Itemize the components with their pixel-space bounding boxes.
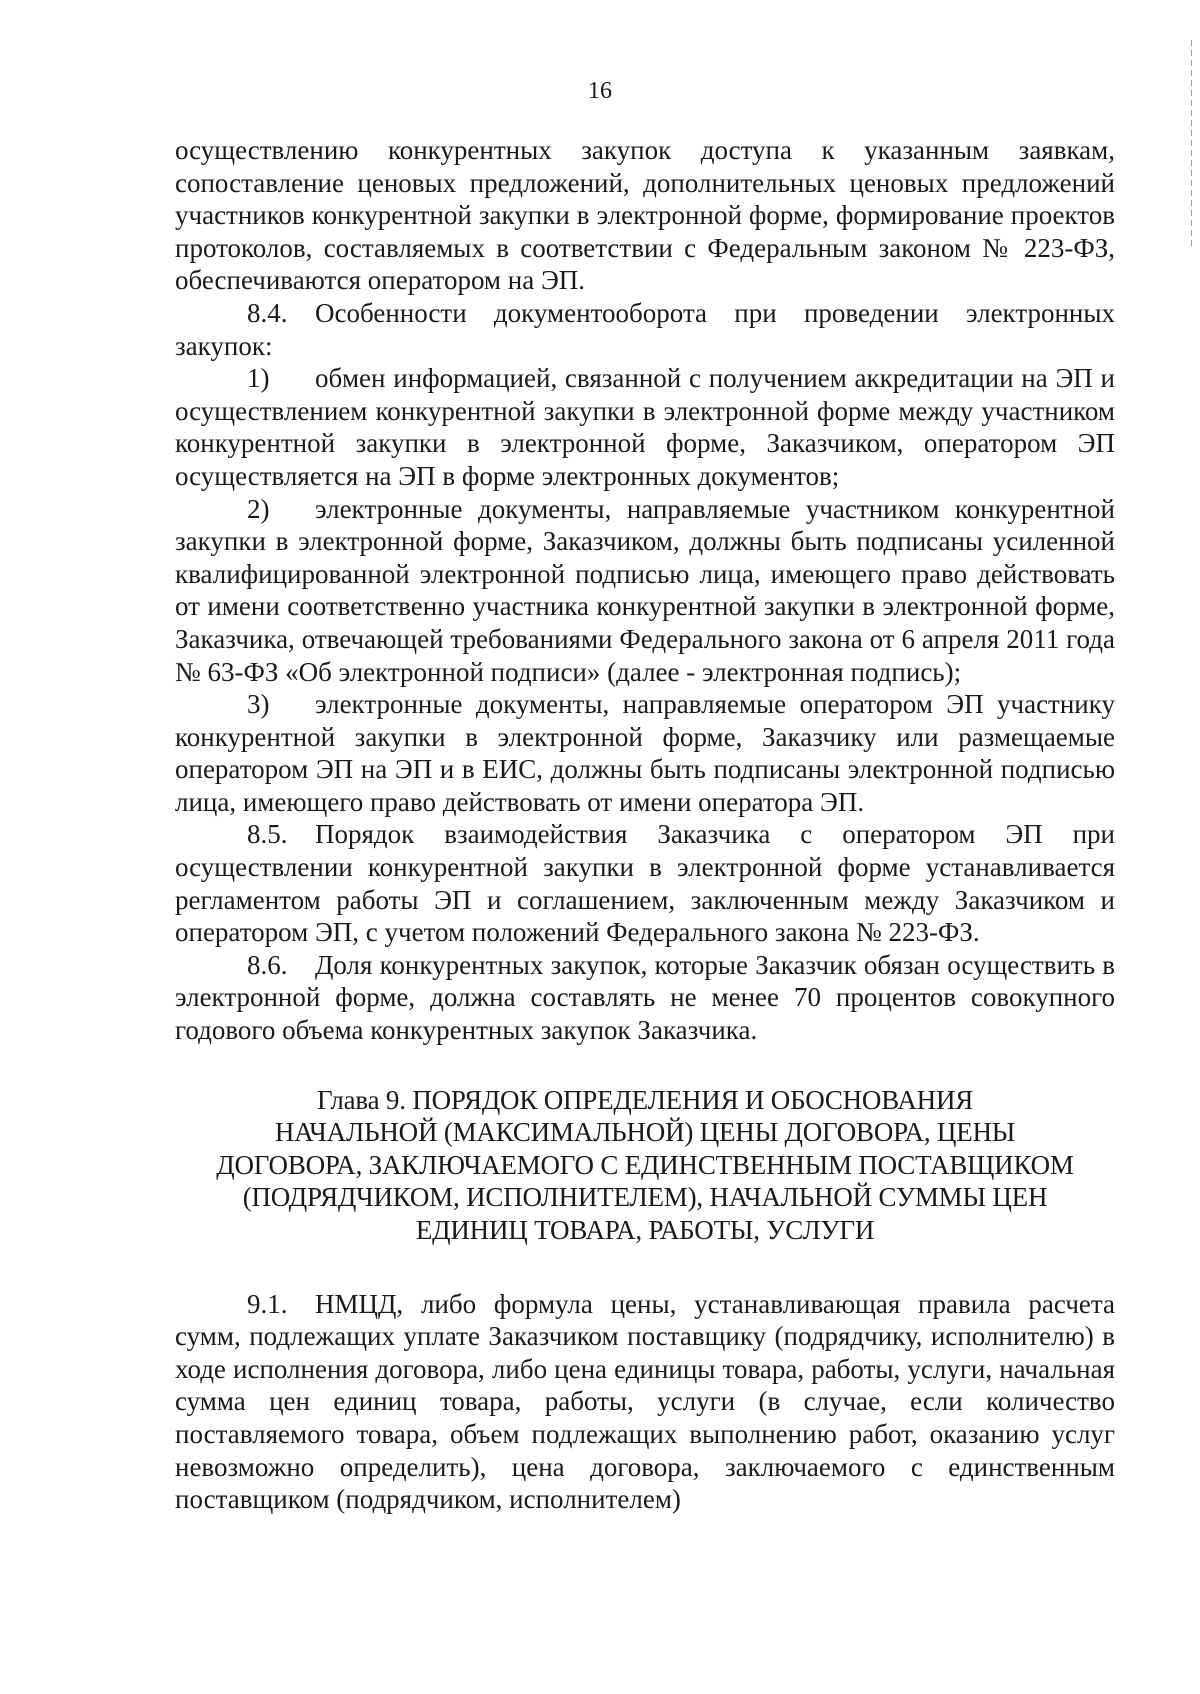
clause-8-5: [175, 818, 1115, 948]
clause-number: 3): [247, 689, 270, 720]
clause-9-1: [175, 1288, 1115, 1516]
clause-text: Доля конкурентных закупок, которые Заказчик обязан осуществить в электронной форме, должна составлять не менее 70 процентов совокупного годового объема конкурентных закупок Заказчика.: [175, 949, 1115, 1046]
clause-text: электронные документы, направляемые оператором ЭП участнику конкурентной закупки в электронной форме, Заказчику или размещаемые оператором ЭП на ЭП и в ЕИС, должны быть подписаны электронной подписью лица, имеющего право действовать от имени оператора ЭП.: [175, 689, 1115, 817]
scan-edge-mark: [1191, 40, 1192, 250]
clause-text: Порядок взаимодействия Заказчика с оператором ЭП при осуществлении конкурентной закупки в электронной форме устанавливается регламентом работы ЭП и соглашением, заключенным между Заказчиком и оператором ЭП, с учетом положений Федерального закона № 223-ФЗ.: [175, 819, 1115, 948]
clause-number: 1): [247, 363, 270, 394]
heading-line: Глава 9. ПОРЯДОК ОПРЕДЕЛЕНИЯ И ОБОСНОВАНИЯ: [316, 1084, 974, 1115]
heading-line: (ПОДРЯДЧИКОМ, ИСПОЛНИТЕЛЕМ), НАЧАЛЬНОЙ СУММЫ ЦЕН: [242, 1182, 1048, 1213]
heading-line: НАЧАЛЬНОЙ (МАКСИМАЛЬНОЙ) ЦЕНЫ ДОГОВОРА, ЦЕНЫ: [274, 1117, 1016, 1148]
chapter-9-heading: [175, 1084, 1115, 1247]
heading-line: ЕДИНИЦ ТОВАРА, РАБОТЫ, УСЛУГИ: [415, 1215, 875, 1245]
clause-text: обмен информацией, связанной с получением аккредитации на ЭП и осуществлением конкурентной закупки в электронной форме между участником конкурентной закупки в электронной форме, Заказчиком, оператором ЭП осуществляется на ЭП в форме электронных документов;: [175, 363, 1115, 491]
page-number: 16: [588, 78, 612, 104]
clause-text: Особенности документооборота при проведении электронных закупок:: [175, 297, 1115, 361]
paragraph-continuation: [175, 134, 1115, 297]
clause-8-4-item-2: [175, 493, 1115, 689]
clause-8-4-item-3: [175, 688, 1115, 818]
clause-8-4-item-1: [175, 362, 1115, 492]
clause-8-6: [175, 949, 1115, 1047]
clause-number: 8.5.: [247, 819, 288, 850]
document-body: [175, 134, 1115, 1516]
paragraph-text: осуществлению конкурентных закупок доступа к указанным заявкам, сопоставление ценовых предложений, дополнительных ценовых предложений участников конкурентной закупки в электронной форме, формирование проектов протоколов, составляемых в соответствии с Федеральным законом № 223-ФЗ, обеспечиваются оператором на ЭП.: [175, 135, 1115, 296]
clause-8-4: [175, 297, 1115, 362]
clause-number: 8.6.: [247, 949, 288, 980]
clause-number: 9.1.: [247, 1288, 288, 1319]
clause-number: 8.4.: [247, 297, 288, 328]
clause-text: электронные документы, направляемые участником конкурентной закупки в электронной форме, Заказчиком, должны быть подписаны усиленной квалифицированной электронной подписью лица, имеющего право действовать от имени соответственно участника конкурентной закупки в электронной форме, Заказчика, отвечающей требованиями Федерального закона от 6 апреля 2011 года № 63-ФЗ «Об электронной подписи» (далее - электронная подпись);: [175, 493, 1115, 687]
clause-number: 2): [247, 493, 270, 524]
clause-text: НМЦД, либо формула цены, устанавливающая правила расчета сумм, подлежащих уплате Заказчиком поставщику (подрядчику, исполнителю) в ходе исполнения договора, либо цена единицы товара, работы, услуги, начальная сумма цен единиц товара, работы, услуги (в случае, если количество поставляемого товара, объем подлежащих выполнению работ, оказанию услуг невозможно определить), цена договора, заключаемого с единственным поставщиком (подрядчиком, исполнителем): [175, 1288, 1115, 1515]
heading-line: ДОГОВОРА, ЗАКЛЮЧАЕМОГО С ЕДИНСТВЕННЫМ ПОСТАВЩИКОМ: [216, 1149, 1074, 1180]
